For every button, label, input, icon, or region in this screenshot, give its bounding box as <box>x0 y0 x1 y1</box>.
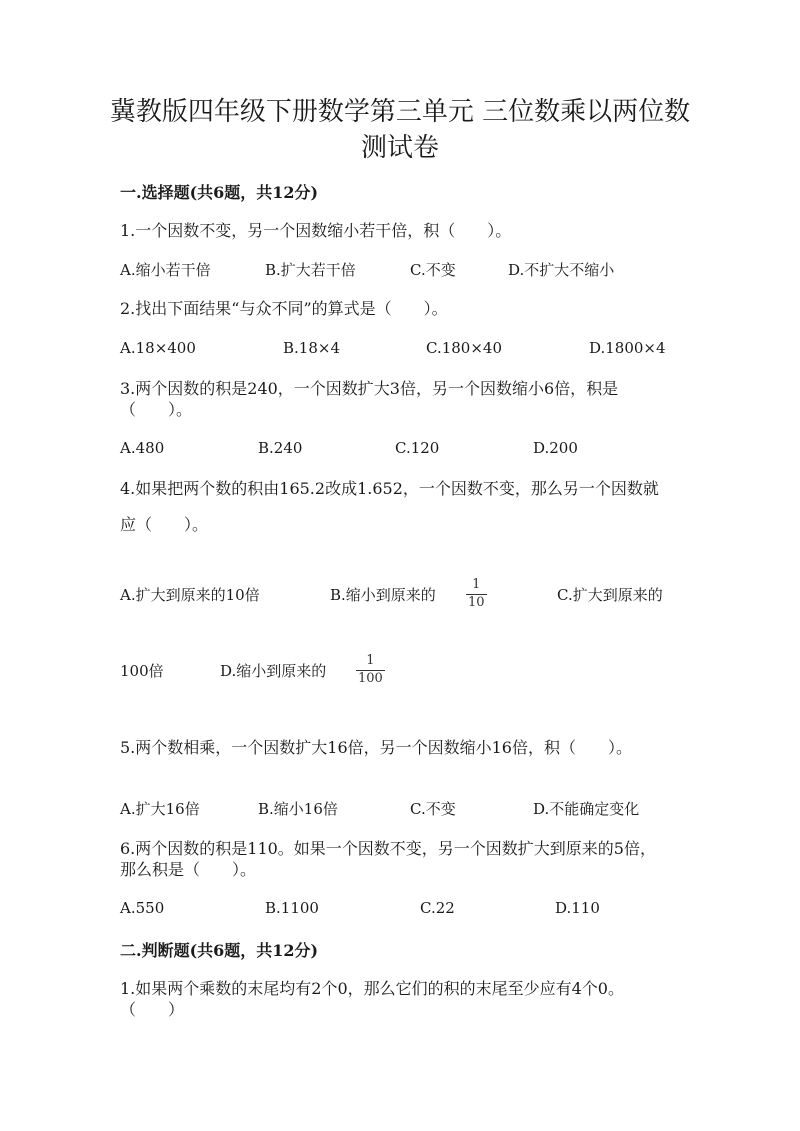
question-2-stem: 2.找出下面结果“与众不同”的算式是（ ）。 <box>120 299 448 318</box>
question-4-option-c[interactable]: C.扩大到原来的 <box>557 586 663 604</box>
question-5-option-d[interactable]: D.不能确定变化 <box>533 800 640 818</box>
question-4-option-d[interactable]: D.缩小到原来的 <box>220 662 327 680</box>
fraction-one-tenth <box>466 578 487 610</box>
question-4-option-a[interactable]: A.扩大到原来的10倍 <box>120 586 260 604</box>
question-3-option-b[interactable]: B.240 <box>258 439 303 457</box>
question-5-option-c[interactable]: C.不变 <box>410 800 456 818</box>
question-4-option-b[interactable]: B.缩小到原来的 <box>330 586 436 604</box>
question-4-option-c-continued: 100倍 <box>120 662 164 680</box>
section-heading-choice: 一.选择题(共6题，共12分) <box>120 183 319 202</box>
fraction-numerator: 1 <box>472 577 481 592</box>
question-6-option-b[interactable]: B.1100 <box>265 899 319 917</box>
question-2-option-d[interactable]: D.1800×4 <box>589 339 666 357</box>
question-2-option-b[interactable]: B.18×4 <box>283 339 340 357</box>
question-5-option-b[interactable]: B.缩小16倍 <box>258 800 338 818</box>
question-3-stem-line-2: （ ）。 <box>120 400 193 419</box>
question-1-option-a[interactable]: A.缩小若干倍 <box>120 261 211 279</box>
fraction-denominator: 100 <box>358 671 383 686</box>
question-6-option-d[interactable]: D.110 <box>555 899 600 917</box>
question-2-option-c[interactable]: C.180×40 <box>426 339 502 357</box>
fraction-numerator: 1 <box>366 653 375 668</box>
question-5-stem: 5.两个数相乘，一个因数扩大16倍，另一个因数缩小16倍，积（ ）。 <box>120 738 632 757</box>
title-line-1: 冀教版四年级下册数学第三单元 三位数乘以两位数 <box>109 97 691 127</box>
title-line-2: 测试卷 <box>360 133 439 163</box>
fraction-one-hundredth <box>356 654 385 686</box>
question-6-option-c[interactable]: C.22 <box>420 899 455 917</box>
question-3-option-c[interactable]: C.120 <box>395 439 440 457</box>
question-4-stem-line-2: 应（ ）。 <box>120 515 209 534</box>
question-5-option-a[interactable]: A.扩大16倍 <box>120 800 200 818</box>
judgment-question-1-stem-line-1: 1.如果两个乘数的末尾均有2个0，那么它们的积的末尾至少应有4个0。 <box>120 979 624 998</box>
question-6-option-a[interactable]: A.550 <box>120 899 165 917</box>
fraction-denominator: 10 <box>468 595 485 610</box>
question-4-stem-line-1: 4.如果把两个数的积由165.2改成1.652，一个因数不变，那么另一个因数就 <box>120 479 659 498</box>
question-1-option-d[interactable]: D.不扩大不缩小 <box>508 261 615 279</box>
question-3-stem-line-1: 3.两个因数的积是240，一个因数扩大3倍，另一个因数缩小6倍，积是 <box>120 379 619 398</box>
question-3-option-d[interactable]: D.200 <box>533 439 578 457</box>
section-heading-judgment: 二.判断题(共6题，共12分) <box>120 941 319 960</box>
question-2-option-a[interactable]: A.18×400 <box>120 339 196 357</box>
judgment-question-1-stem-line-2: （ ） <box>120 1000 185 1019</box>
question-1-option-b[interactable]: B.扩大若干倍 <box>265 261 356 279</box>
page-title <box>80 94 720 166</box>
question-1-option-c[interactable]: C.不变 <box>410 261 456 279</box>
question-1-stem: 1.一个因数不变，另一个因数缩小若干倍，积（ ）。 <box>120 221 512 240</box>
question-6-stem-line-1: 6.两个因数的积是110。如果一个因数不变，另一个因数扩大到原来的5倍， <box>120 839 656 858</box>
question-3-option-a[interactable]: A.480 <box>120 439 165 457</box>
question-6-stem-line-2: 那么积是（ ）。 <box>120 860 257 879</box>
